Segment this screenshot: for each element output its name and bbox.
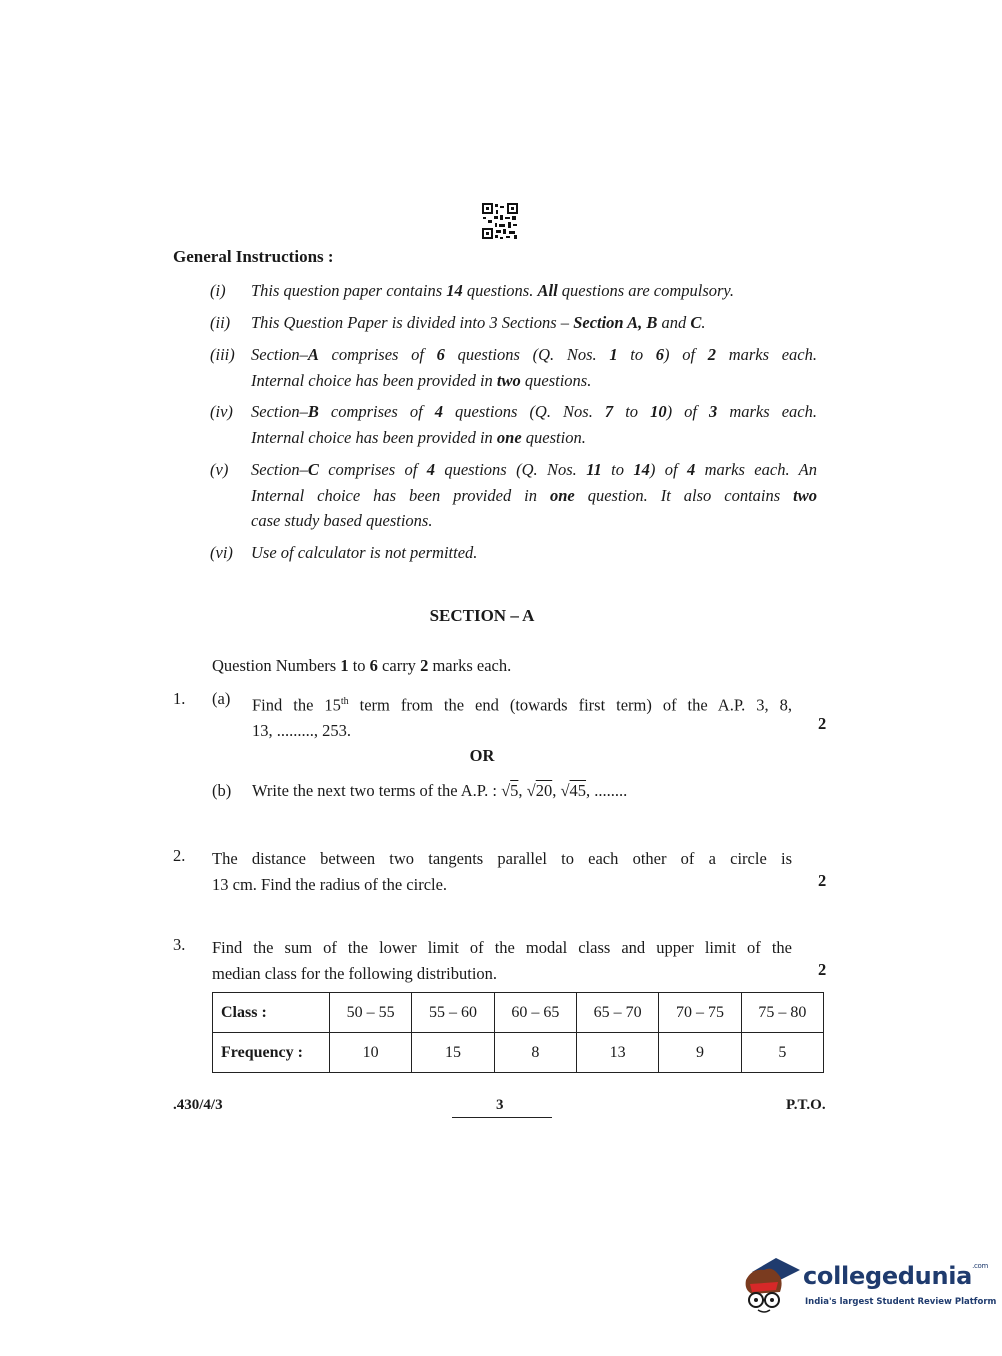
instruction-item: [210, 310, 817, 336]
table-row: [213, 1033, 824, 1073]
instruction-item: [210, 399, 817, 450]
table-cell: 75 – 80: [741, 993, 823, 1033]
instruction-number: (vi): [210, 543, 233, 562]
table-cell: 9: [659, 1033, 741, 1073]
marks: 2: [818, 871, 827, 890]
instruction-line: Section–A comprises of 6 questions (Q. Nos. 1 to 6) of 2 marks each.: [251, 345, 817, 364]
instruction-line: This Question Paper is divided into 3 Sections – Section A, B and C.: [251, 313, 706, 332]
qr-code-icon: [481, 202, 519, 240]
table-row: [213, 993, 824, 1033]
table-cell: 55 – 60: [412, 993, 494, 1033]
page-number-underline: [452, 1117, 552, 1118]
row-header: Class :: [213, 993, 330, 1033]
table-cell: 5: [741, 1033, 823, 1073]
table-cell: 60 – 65: [494, 993, 576, 1033]
question-text: Write the next two terms of the A.P. : √5, √20, √45, ........: [252, 781, 628, 800]
marks: 2: [818, 960, 827, 979]
instruction-item: [210, 540, 817, 566]
instruction-number: (ii): [210, 313, 231, 332]
instruction-line: case study based questions.: [251, 511, 433, 530]
instruction-line: This question paper contains 14 questions. All questions are compulsory.: [251, 281, 734, 300]
instruction-text: [210, 457, 817, 534]
table-cell: 70 – 75: [659, 993, 741, 1033]
row-header: Frequency :: [213, 1033, 330, 1073]
instruction-number: (iv): [210, 402, 233, 421]
question-text: Find the sum of the lower limit of the modal class and upper limit of the median class for the following distribution.: [212, 938, 792, 983]
instruction-line: Use of calculator is not permitted.: [251, 543, 478, 562]
collegedunia-mascot-icon: [742, 1250, 802, 1318]
question-text: The distance between two tangents parallel to each other of a circle is 13 cm. Find the radius of the circle.: [212, 849, 792, 894]
general-instructions-title: General Instructions :: [173, 247, 334, 266]
instruction-item: [210, 457, 817, 534]
section-heading: SECTION – A: [429, 606, 535, 625]
question-text: Find the 15th term from the end (towards first term) of the A.P. 3, 8, 13, ........., 253.: [252, 695, 793, 740]
page-number: 3: [496, 1097, 504, 1113]
instruction-number: (i): [210, 281, 226, 300]
instruction-line: Internal choice has been provided in two questions.: [251, 370, 592, 390]
instruction-line: Section–B comprises of 4 questions (Q. Nos. 7 to 10) of 3 marks each.: [251, 402, 817, 421]
frequency-table: [212, 992, 824, 1073]
instruction-line: Internal choice has been provided in one question.: [251, 427, 586, 447]
marks: 2: [818, 714, 827, 733]
instruction-line: Internal choice has been provided in one question. It also contains two: [251, 485, 817, 505]
table-cell: 50 – 55: [330, 993, 412, 1033]
instruction-text: [210, 278, 817, 304]
instruction-line: Section–C comprises of 4 questions (Q. Nos. 11 to 14) of 4 marks each. An: [251, 460, 817, 479]
table-cell: 13: [576, 1033, 658, 1073]
table-cell: 8: [494, 1033, 576, 1073]
table-cell: 10: [330, 1033, 412, 1073]
instruction-item: [210, 342, 817, 393]
instruction-text: [210, 399, 817, 450]
instruction-text: [210, 310, 817, 336]
question-number: 1.: [173, 689, 186, 708]
brand-tagline: India's largest Student Review Platform: [805, 1297, 997, 1307]
section-intro: Question Numbers 1 to 6 carry 2 marks each.: [212, 656, 512, 675]
brand-name: collegedunia$^{.com}$: [803, 1262, 989, 1290]
or-divider: OR: [469, 746, 495, 765]
option-label: (a): [212, 689, 231, 708]
pto-label: P.T.O.: [786, 1097, 826, 1113]
table-cell: 65 – 70: [576, 993, 658, 1033]
paper-code: .430/4/3: [173, 1097, 223, 1113]
question-number: 3.: [173, 935, 186, 954]
table-cell: 15: [412, 1033, 494, 1073]
instruction-text: [210, 540, 817, 566]
instruction-number: (iii): [210, 345, 235, 364]
instruction-number: (v): [210, 460, 229, 479]
instruction-item: [210, 278, 817, 304]
question-number: 2.: [173, 846, 186, 865]
instruction-text: [210, 342, 817, 393]
option-label: (b): [212, 781, 232, 800]
